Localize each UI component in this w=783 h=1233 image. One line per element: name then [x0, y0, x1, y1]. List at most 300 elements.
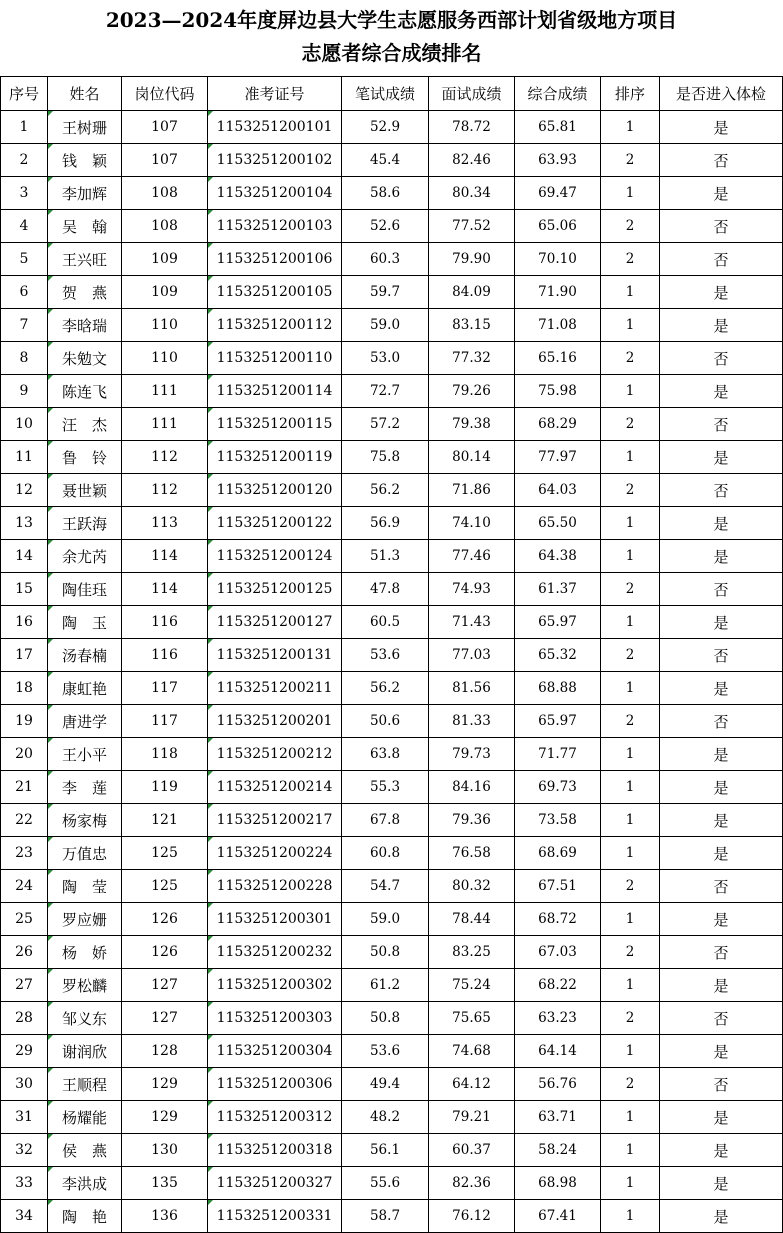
- cell-written-score: 56.2: [342, 474, 429, 507]
- cell-interview-score: 80.32: [429, 870, 515, 903]
- cell-interview-score: 75.65: [429, 1002, 515, 1035]
- cell-exam-id: 1153251200122: [208, 507, 342, 540]
- cell-physical-exam: 否: [660, 474, 783, 507]
- cell-physical-exam: 否: [660, 1002, 783, 1035]
- cell-interview-score: 74.10: [429, 507, 515, 540]
- cell-post-code: 116: [122, 639, 208, 672]
- cell-seq: 13: [1, 507, 48, 540]
- cell-name: 杨 娇: [48, 936, 122, 969]
- cell-seq: 11: [1, 441, 48, 474]
- table-row: [1, 1167, 783, 1200]
- cell-written-score: 58.6: [342, 177, 429, 210]
- cell-post-code: 127: [122, 1002, 208, 1035]
- cell-total-score: 56.76: [515, 1068, 601, 1101]
- cell-post-code: 125: [122, 870, 208, 903]
- cell-physical-exam: 否: [660, 573, 783, 606]
- cell-name: 杨耀能: [48, 1101, 122, 1134]
- cell-interview-score: 81.33: [429, 705, 515, 738]
- cell-rank: 1: [601, 903, 660, 936]
- cell-seq: 3: [1, 177, 48, 210]
- cell-physical-exam: 是: [660, 177, 783, 210]
- table-row: [1, 936, 783, 969]
- cell-post-code: 109: [122, 243, 208, 276]
- cell-exam-id: 1153251200102: [208, 144, 342, 177]
- cell-physical-exam: 是: [660, 771, 783, 804]
- cell-written-score: 59.7: [342, 276, 429, 309]
- cell-rank: 2: [601, 342, 660, 375]
- cell-total-score: 68.72: [515, 903, 601, 936]
- table-row: [1, 1101, 783, 1134]
- cell-exam-id: 1153251200120: [208, 474, 342, 507]
- cell-written-score: 49.4: [342, 1068, 429, 1101]
- cell-seq: 25: [1, 903, 48, 936]
- cell-post-code: 130: [122, 1134, 208, 1167]
- cell-seq: 6: [1, 276, 48, 309]
- cell-post-code: 110: [122, 342, 208, 375]
- cell-written-score: 48.2: [342, 1101, 429, 1134]
- cell-total-score: 69.47: [515, 177, 601, 210]
- cell-exam-id: 1153251200304: [208, 1035, 342, 1068]
- cell-total-score: 65.50: [515, 507, 601, 540]
- cell-rank: 1: [601, 1035, 660, 1068]
- cell-rank: 1: [601, 969, 660, 1002]
- cell-written-score: 56.1: [342, 1134, 429, 1167]
- cell-name: 鲁 铃: [48, 441, 122, 474]
- table-row: [1, 375, 783, 408]
- cell-post-code: 114: [122, 540, 208, 573]
- cell-seq: 27: [1, 969, 48, 1002]
- cell-post-code: 126: [122, 903, 208, 936]
- cell-rank: 2: [601, 573, 660, 606]
- cell-interview-score: 79.26: [429, 375, 515, 408]
- cell-interview-score: 77.52: [429, 210, 515, 243]
- cell-seq: 7: [1, 309, 48, 342]
- cell-rank: 1: [601, 375, 660, 408]
- table-header-row: [1, 77, 783, 111]
- cell-written-score: 54.7: [342, 870, 429, 903]
- cell-rank: 2: [601, 870, 660, 903]
- cell-exam-id: 1153251200301: [208, 903, 342, 936]
- header-interview-score: 面试成绩: [429, 77, 515, 111]
- cell-written-score: 67.8: [342, 804, 429, 837]
- cell-rank: 1: [601, 276, 660, 309]
- cell-post-code: 126: [122, 936, 208, 969]
- header-total-score: 综合成绩: [515, 77, 601, 111]
- cell-seq: 4: [1, 210, 48, 243]
- table-row: [1, 870, 783, 903]
- cell-written-score: 58.7: [342, 1200, 429, 1233]
- cell-exam-id: 1153251200224: [208, 837, 342, 870]
- header-written-score: 笔试成绩: [342, 77, 429, 111]
- cell-written-score: 51.3: [342, 540, 429, 573]
- cell-written-score: 45.4: [342, 144, 429, 177]
- cell-exam-id: 1153251200217: [208, 804, 342, 837]
- table-row: [1, 1200, 783, 1233]
- cell-physical-exam: 否: [660, 243, 783, 276]
- cell-rank: 1: [601, 507, 660, 540]
- document-title: 2023—2024年度屏边县大学生志愿服务西部计划省级地方项目: [105, 8, 678, 32]
- cell-seq: 19: [1, 705, 48, 738]
- header-exam-id: 准考证号: [208, 77, 342, 111]
- cell-written-score: 53.6: [342, 639, 429, 672]
- cell-written-score: 61.2: [342, 969, 429, 1002]
- cell-rank: 2: [601, 474, 660, 507]
- cell-exam-id: 1153251200228: [208, 870, 342, 903]
- cell-rank: 1: [601, 1167, 660, 1200]
- table-row: [1, 1068, 783, 1101]
- cell-seq: 31: [1, 1101, 48, 1134]
- cell-seq: 17: [1, 639, 48, 672]
- title-block: [0, 0, 783, 76]
- table-row: [1, 507, 783, 540]
- cell-physical-exam: 否: [660, 870, 783, 903]
- cell-seq: 22: [1, 804, 48, 837]
- cell-rank: 1: [601, 540, 660, 573]
- table-row: [1, 342, 783, 375]
- table-row: [1, 1134, 783, 1167]
- cell-total-score: 71.77: [515, 738, 601, 771]
- cell-name: 万值忠: [48, 837, 122, 870]
- cell-exam-id: 1153251200302: [208, 969, 342, 1002]
- cell-seq: 33: [1, 1167, 48, 1200]
- cell-post-code: 121: [122, 804, 208, 837]
- cell-exam-id: 1153251200331: [208, 1200, 342, 1233]
- cell-interview-score: 74.68: [429, 1035, 515, 1068]
- header-post-code: 岗位代码: [122, 77, 208, 111]
- cell-written-score: 59.0: [342, 309, 429, 342]
- cell-total-score: 65.81: [515, 111, 601, 144]
- cell-exam-id: 1153251200306: [208, 1068, 342, 1101]
- cell-physical-exam: 否: [660, 705, 783, 738]
- cell-post-code: 107: [122, 111, 208, 144]
- cell-total-score: 64.14: [515, 1035, 601, 1068]
- table-row: [1, 111, 783, 144]
- cell-name: 王兴旺: [48, 243, 122, 276]
- cell-total-score: 70.10: [515, 243, 601, 276]
- cell-total-score: 65.97: [515, 705, 601, 738]
- table-row: [1, 837, 783, 870]
- cell-interview-score: 77.32: [429, 342, 515, 375]
- cell-rank: 2: [601, 1068, 660, 1101]
- cell-seq: 9: [1, 375, 48, 408]
- cell-post-code: 114: [122, 573, 208, 606]
- cell-exam-id: 1153251200106: [208, 243, 342, 276]
- cell-physical-exam: 是: [660, 606, 783, 639]
- cell-physical-exam: 是: [660, 672, 783, 705]
- table-row: [1, 144, 783, 177]
- cell-name: 李洪成: [48, 1167, 122, 1200]
- cell-exam-id: 1153251200214: [208, 771, 342, 804]
- cell-rank: 1: [601, 837, 660, 870]
- cell-total-score: 77.97: [515, 441, 601, 474]
- cell-total-score: 68.29: [515, 408, 601, 441]
- document-subtitle: 志愿者综合成绩排名: [301, 41, 482, 65]
- cell-seq: 18: [1, 672, 48, 705]
- cell-interview-score: 76.58: [429, 837, 515, 870]
- cell-name: 李晗瑞: [48, 309, 122, 342]
- cell-physical-exam: 是: [660, 837, 783, 870]
- cell-rank: 1: [601, 1200, 660, 1233]
- cell-physical-exam: 是: [660, 1101, 783, 1134]
- cell-exam-id: 1153251200312: [208, 1101, 342, 1134]
- cell-exam-id: 1153251200318: [208, 1134, 342, 1167]
- cell-name: 聂世颖: [48, 474, 122, 507]
- cell-physical-exam: 是: [660, 1035, 783, 1068]
- cell-rank: 2: [601, 936, 660, 969]
- cell-post-code: 119: [122, 771, 208, 804]
- cell-interview-score: 77.46: [429, 540, 515, 573]
- cell-rank: 2: [601, 210, 660, 243]
- cell-name: 康虹艳: [48, 672, 122, 705]
- cell-name: 邹义东: [48, 1002, 122, 1035]
- cell-name: 王跃海: [48, 507, 122, 540]
- table-row: [1, 903, 783, 936]
- cell-total-score: 65.06: [515, 210, 601, 243]
- cell-exam-id: 1153251200104: [208, 177, 342, 210]
- table-row: [1, 309, 783, 342]
- cell-rank: 1: [601, 441, 660, 474]
- cell-total-score: 63.71: [515, 1101, 601, 1134]
- cell-rank: 2: [601, 705, 660, 738]
- cell-post-code: 125: [122, 837, 208, 870]
- cell-interview-score: 71.86: [429, 474, 515, 507]
- cell-name: 罗松麟: [48, 969, 122, 1002]
- cell-name: 李加辉: [48, 177, 122, 210]
- cell-name: 汪 杰: [48, 408, 122, 441]
- cell-written-score: 50.6: [342, 705, 429, 738]
- cell-post-code: 117: [122, 672, 208, 705]
- cell-exam-id: 1153251200112: [208, 309, 342, 342]
- cell-post-code: 112: [122, 474, 208, 507]
- cell-written-score: 55.6: [342, 1167, 429, 1200]
- cell-written-score: 50.8: [342, 936, 429, 969]
- table-row: [1, 606, 783, 639]
- cell-interview-score: 79.36: [429, 804, 515, 837]
- cell-exam-id: 1153251200211: [208, 672, 342, 705]
- cell-exam-id: 1153251200105: [208, 276, 342, 309]
- table-row: [1, 672, 783, 705]
- cell-exam-id: 1153251200125: [208, 573, 342, 606]
- cell-interview-score: 64.12: [429, 1068, 515, 1101]
- cell-exam-id: 1153251200101: [208, 111, 342, 144]
- cell-post-code: 135: [122, 1167, 208, 1200]
- cell-written-score: 47.8: [342, 573, 429, 606]
- table-row: [1, 276, 783, 309]
- cell-post-code: 111: [122, 408, 208, 441]
- cell-physical-exam: 是: [660, 309, 783, 342]
- cell-physical-exam: 否: [660, 210, 783, 243]
- cell-interview-score: 79.38: [429, 408, 515, 441]
- table-row: [1, 243, 783, 276]
- cell-written-score: 72.7: [342, 375, 429, 408]
- table-row: [1, 573, 783, 606]
- cell-physical-exam: 是: [660, 1200, 783, 1233]
- cell-name: 钱 颖: [48, 144, 122, 177]
- cell-rank: 1: [601, 804, 660, 837]
- cell-interview-score: 79.90: [429, 243, 515, 276]
- table-row: [1, 474, 783, 507]
- cell-exam-id: 1153251200212: [208, 738, 342, 771]
- cell-exam-id: 1153251200115: [208, 408, 342, 441]
- cell-exam-id: 1153251200127: [208, 606, 342, 639]
- cell-seq: 34: [1, 1200, 48, 1233]
- cell-interview-score: 78.72: [429, 111, 515, 144]
- cell-seq: 30: [1, 1068, 48, 1101]
- cell-physical-exam: 是: [660, 903, 783, 936]
- cell-rank: 1: [601, 111, 660, 144]
- cell-total-score: 68.88: [515, 672, 601, 705]
- cell-interview-score: 83.15: [429, 309, 515, 342]
- cell-written-score: 60.3: [342, 243, 429, 276]
- table-row: [1, 738, 783, 771]
- cell-written-score: 60.5: [342, 606, 429, 639]
- cell-written-score: 55.3: [342, 771, 429, 804]
- cell-exam-id: 1153251200110: [208, 342, 342, 375]
- cell-written-score: 50.8: [342, 1002, 429, 1035]
- cell-physical-exam: 是: [660, 540, 783, 573]
- cell-seq: 5: [1, 243, 48, 276]
- cell-seq: 16: [1, 606, 48, 639]
- cell-interview-score: 78.44: [429, 903, 515, 936]
- cell-interview-score: 80.14: [429, 441, 515, 474]
- cell-physical-exam: 是: [660, 969, 783, 1002]
- table-row: [1, 969, 783, 1002]
- cell-name: 贺 燕: [48, 276, 122, 309]
- cell-total-score: 68.98: [515, 1167, 601, 1200]
- cell-post-code: 112: [122, 441, 208, 474]
- cell-rank: 2: [601, 408, 660, 441]
- cell-interview-score: 60.37: [429, 1134, 515, 1167]
- table-row: [1, 441, 783, 474]
- header-name: 姓名: [48, 77, 122, 111]
- table-row: [1, 771, 783, 804]
- cell-physical-exam: 否: [660, 408, 783, 441]
- cell-physical-exam: 否: [660, 639, 783, 672]
- cell-total-score: 64.38: [515, 540, 601, 573]
- cell-post-code: 113: [122, 507, 208, 540]
- cell-physical-exam: 是: [660, 276, 783, 309]
- cell-interview-score: 84.16: [429, 771, 515, 804]
- cell-post-code: 118: [122, 738, 208, 771]
- cell-total-score: 65.16: [515, 342, 601, 375]
- table-row: [1, 540, 783, 573]
- cell-rank: 1: [601, 1134, 660, 1167]
- cell-seq: 32: [1, 1134, 48, 1167]
- cell-rank: 1: [601, 1101, 660, 1134]
- cell-rank: 2: [601, 639, 660, 672]
- cell-rank: 2: [601, 243, 660, 276]
- cell-post-code: 109: [122, 276, 208, 309]
- cell-total-score: 68.69: [515, 837, 601, 870]
- cell-written-score: 60.8: [342, 837, 429, 870]
- cell-total-score: 75.98: [515, 375, 601, 408]
- cell-seq: 29: [1, 1035, 48, 1068]
- table-row: [1, 804, 783, 837]
- cell-exam-id: 1153251200303: [208, 1002, 342, 1035]
- cell-interview-score: 81.56: [429, 672, 515, 705]
- cell-physical-exam: 否: [660, 936, 783, 969]
- cell-name: 陶佳珏: [48, 573, 122, 606]
- cell-rank: 2: [601, 144, 660, 177]
- cell-exam-id: 1153251200327: [208, 1167, 342, 1200]
- cell-rank: 1: [601, 771, 660, 804]
- cell-seq: 8: [1, 342, 48, 375]
- cell-rank: 1: [601, 309, 660, 342]
- cell-rank: 1: [601, 672, 660, 705]
- cell-interview-score: 75.24: [429, 969, 515, 1002]
- cell-name: 唐进学: [48, 705, 122, 738]
- cell-physical-exam: 是: [660, 507, 783, 540]
- cell-name: 汤春楠: [48, 639, 122, 672]
- cell-post-code: 107: [122, 144, 208, 177]
- header-physical-exam: 是否进入体检: [660, 77, 783, 111]
- table-row: [1, 1002, 783, 1035]
- cell-name: 杨家梅: [48, 804, 122, 837]
- cell-seq: 26: [1, 936, 48, 969]
- cell-seq: 28: [1, 1002, 48, 1035]
- cell-seq: 1: [1, 111, 48, 144]
- cell-total-score: 69.73: [515, 771, 601, 804]
- cell-name: 吴 翰: [48, 210, 122, 243]
- cell-interview-score: 79.73: [429, 738, 515, 771]
- cell-written-score: 59.0: [342, 903, 429, 936]
- cell-total-score: 63.93: [515, 144, 601, 177]
- cell-seq: 2: [1, 144, 48, 177]
- cell-total-score: 73.58: [515, 804, 601, 837]
- table-row: [1, 705, 783, 738]
- cell-interview-score: 77.03: [429, 639, 515, 672]
- cell-exam-id: 1153251200114: [208, 375, 342, 408]
- cell-physical-exam: 是: [660, 375, 783, 408]
- cell-exam-id: 1153251200201: [208, 705, 342, 738]
- cell-interview-score: 76.12: [429, 1200, 515, 1233]
- cell-post-code: 110: [122, 309, 208, 342]
- cell-written-score: 52.6: [342, 210, 429, 243]
- cell-post-code: 117: [122, 705, 208, 738]
- cell-physical-exam: 否: [660, 144, 783, 177]
- cell-total-score: 65.97: [515, 606, 601, 639]
- table-row: [1, 408, 783, 441]
- cell-interview-score: 84.09: [429, 276, 515, 309]
- cell-seq: 23: [1, 837, 48, 870]
- cell-written-score: 63.8: [342, 738, 429, 771]
- cell-exam-id: 1153251200131: [208, 639, 342, 672]
- table-body: [1, 111, 783, 1233]
- cell-written-score: 75.8: [342, 441, 429, 474]
- cell-physical-exam: 否: [660, 1068, 783, 1101]
- cell-name: 陶 莹: [48, 870, 122, 903]
- cell-written-score: 53.6: [342, 1035, 429, 1068]
- cell-post-code: 129: [122, 1101, 208, 1134]
- cell-total-score: 67.51: [515, 870, 601, 903]
- cell-interview-score: 82.46: [429, 144, 515, 177]
- cell-total-score: 61.37: [515, 573, 601, 606]
- cell-written-score: 52.9: [342, 111, 429, 144]
- cell-post-code: 108: [122, 210, 208, 243]
- cell-total-score: 71.08: [515, 309, 601, 342]
- cell-name: 陈连飞: [48, 375, 122, 408]
- cell-name: 王顺程: [48, 1068, 122, 1101]
- cell-post-code: 108: [122, 177, 208, 210]
- header-seq: 序号: [1, 77, 48, 111]
- cell-interview-score: 71.43: [429, 606, 515, 639]
- cell-post-code: 136: [122, 1200, 208, 1233]
- cell-rank: 2: [601, 1002, 660, 1035]
- cell-rank: 1: [601, 738, 660, 771]
- cell-physical-exam: 否: [660, 342, 783, 375]
- cell-written-score: 57.2: [342, 408, 429, 441]
- cell-name: 李 莲: [48, 771, 122, 804]
